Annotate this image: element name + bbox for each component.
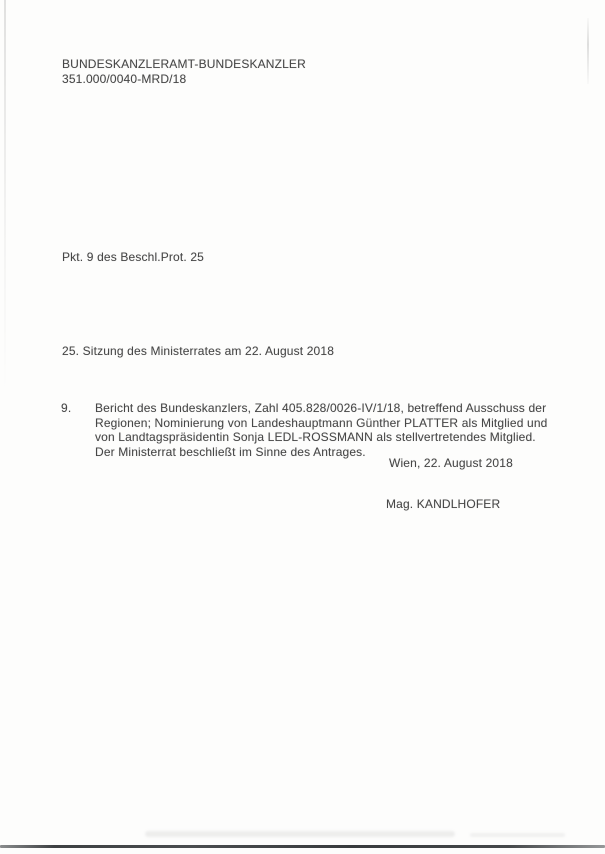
scan-artifact-smudge	[145, 831, 455, 837]
agenda-item-text-line: Der Ministerrat beschließt im Sinne des Antrages.	[95, 444, 366, 459]
session-title: 25. Sitzung des Ministerrates am 22. August 2018	[62, 344, 335, 358]
scan-artifact-smudge	[470, 833, 565, 837]
protocol-reference: Pkt. 9 des Beschl.Prot. 25	[62, 250, 204, 264]
agenda-item-text-line: Regionen; Nominierung von Landeshauptmann Günther PLATTER als Mitglied und	[95, 415, 548, 430]
agenda-item-text-line: Bericht des Bundeskanzlers, Zahl 405.828/0026-IV/1/18, betreffend Ausschuss der	[95, 401, 547, 415]
scan-artifact-right-edge	[587, 18, 589, 84]
place-date: Wien, 22. August 2018	[389, 456, 513, 470]
agenda-item-body	[95, 401, 547, 459]
org-name: BUNDESKANZLERAMT-BUNDESKANZLER	[62, 57, 306, 71]
letterhead	[62, 57, 306, 87]
signature-name: Mag. KANDLHOFER	[386, 497, 501, 511]
agenda-item-text-line: von Landtagspräsidentin Sonja LEDL-ROSSMANN als stellvertretendes Mitglied.	[95, 430, 536, 445]
scan-artifact-bottom-line	[0, 845, 605, 848]
scan-artifact-left-edge	[4, 0, 6, 390]
file-number: 351.000/0040-MRD/18	[62, 72, 187, 86]
agenda-item-number: 9.	[61, 401, 72, 415]
